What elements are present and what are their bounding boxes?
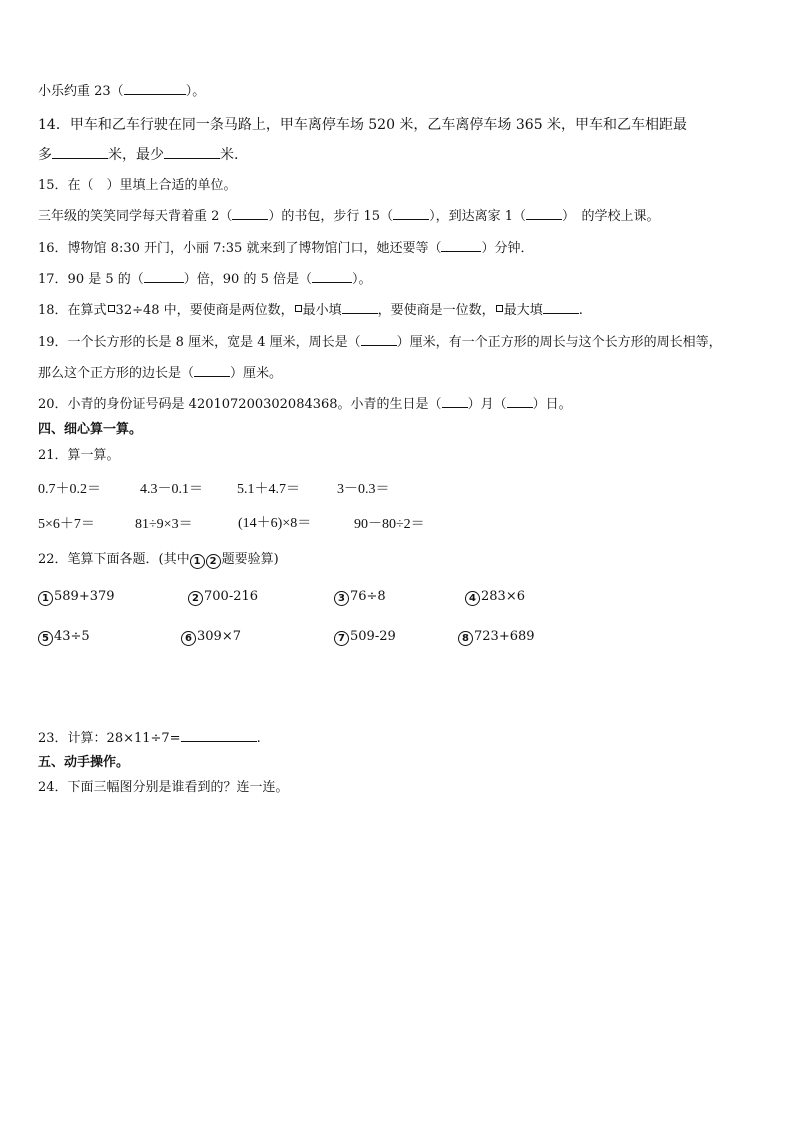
q14-line1: 14．甲车和乙车行驶在同一条马路上，甲车离停车场 520 米，乙车离停车场 365 米，甲车和乙车相距最 [38, 117, 688, 133]
answer-blank-max[interactable] [52, 146, 108, 159]
answer-blank[interactable] [144, 270, 184, 283]
answer-blank[interactable] [124, 82, 186, 95]
calc-item: 0.7＋0.2＝ [38, 482, 101, 497]
section-heading-5: 五、动手操作。 [38, 755, 130, 770]
q24: 24．下面三幅图分别是谁看到的？连一连。 [38, 780, 289, 795]
q19-line1: 19．一个长方形的长是 8 厘米，宽是 4 厘米，周长是（ ）厘米，有一个正方形的周长与这个长方形的周长相等， [38, 335, 722, 350]
q15-body: 三年级的笑笑同学每天背着重 2（ ）的书包，步行 15（ ），到达离家 1（ ） 的学校上课。 [38, 209, 660, 224]
answer-blank[interactable] [361, 333, 397, 346]
q17: 17．90 是 5 的（ ）倍，90 的 5 倍是（ ）。 [38, 272, 372, 287]
answer-blank[interactable] [232, 207, 268, 220]
calc-item: 5×6＋7＝ [38, 517, 95, 532]
answer-blank[interactable] [312, 270, 352, 283]
box-placeholder-icon [108, 305, 115, 312]
section-heading-4: 四、细心算一算。 [38, 422, 143, 437]
answer-blank[interactable] [393, 207, 429, 220]
q13-tail: 小乐约重 23（ ）。 [38, 84, 206, 99]
answer-blank-day[interactable] [507, 395, 533, 408]
written-calc-item: 4 283×6 [465, 589, 525, 606]
circled-number-icon: 2 [206, 554, 221, 569]
written-calc-item: 8 723+689 [458, 629, 535, 646]
answer-blank[interactable] [194, 364, 230, 377]
answer-blank[interactable] [342, 301, 378, 314]
box-placeholder-icon [295, 305, 302, 312]
q23: 23．计算：28×11÷7= . [38, 731, 261, 746]
q22-title: 22．笔算下面各题．(其中 1 2 题要验算) [38, 552, 279, 567]
answer-blank[interactable] [181, 729, 257, 742]
written-calc-item: 6 309×7 [181, 629, 241, 646]
answer-blank-min[interactable] [164, 146, 220, 159]
answer-blank-month[interactable] [442, 395, 468, 408]
q13-text: 小乐约重 23（ [38, 84, 124, 99]
written-calc-item: 3 76÷8 [334, 589, 386, 606]
calc-item: 5.1＋4.7＝ [237, 482, 300, 497]
answer-blank[interactable] [543, 301, 579, 314]
q15-title: 15．在（ ）里填上合适的单位。 [38, 178, 237, 193]
written-calc-item: 5 43÷5 [38, 629, 90, 646]
answer-blank[interactable] [526, 207, 562, 220]
written-calc-item: 1 589+379 [38, 589, 115, 606]
answer-blank[interactable] [441, 239, 481, 252]
box-placeholder-icon [496, 305, 503, 312]
circled-number-icon: 1 [190, 554, 205, 569]
written-calc-item: 2 700-216 [188, 589, 258, 606]
written-calc-item: 7 509-29 [334, 629, 396, 646]
q20: 20．小青的身份证号码是 420107200302084368。小青的生日是（ ）月（ ）日。 [38, 397, 572, 412]
calc-item: 4.3－0.1＝ [140, 482, 203, 497]
q19-line2: 那么这个正方形的边长是（ ）厘米。 [38, 366, 283, 381]
q16: 16．博物馆 8:30 开门，小丽 7:35 就来到了博物馆门口，她还要等（ ）分钟． [38, 241, 534, 256]
q21-title: 21．算一算。 [38, 448, 120, 463]
q14-line2: 多 米，最少 米. [38, 147, 239, 163]
calc-item: 3－0.3＝ [337, 482, 390, 497]
calc-item: 81÷9×3＝ [135, 517, 193, 532]
q18: 18．在算式 32÷48 中，要使商是两位数， 最小填 ，要使商是一位数， 最大填 . [38, 303, 583, 318]
calc-item: (14＋6)×8＝ [238, 516, 312, 531]
calc-item: 90－80÷2＝ [354, 517, 425, 532]
